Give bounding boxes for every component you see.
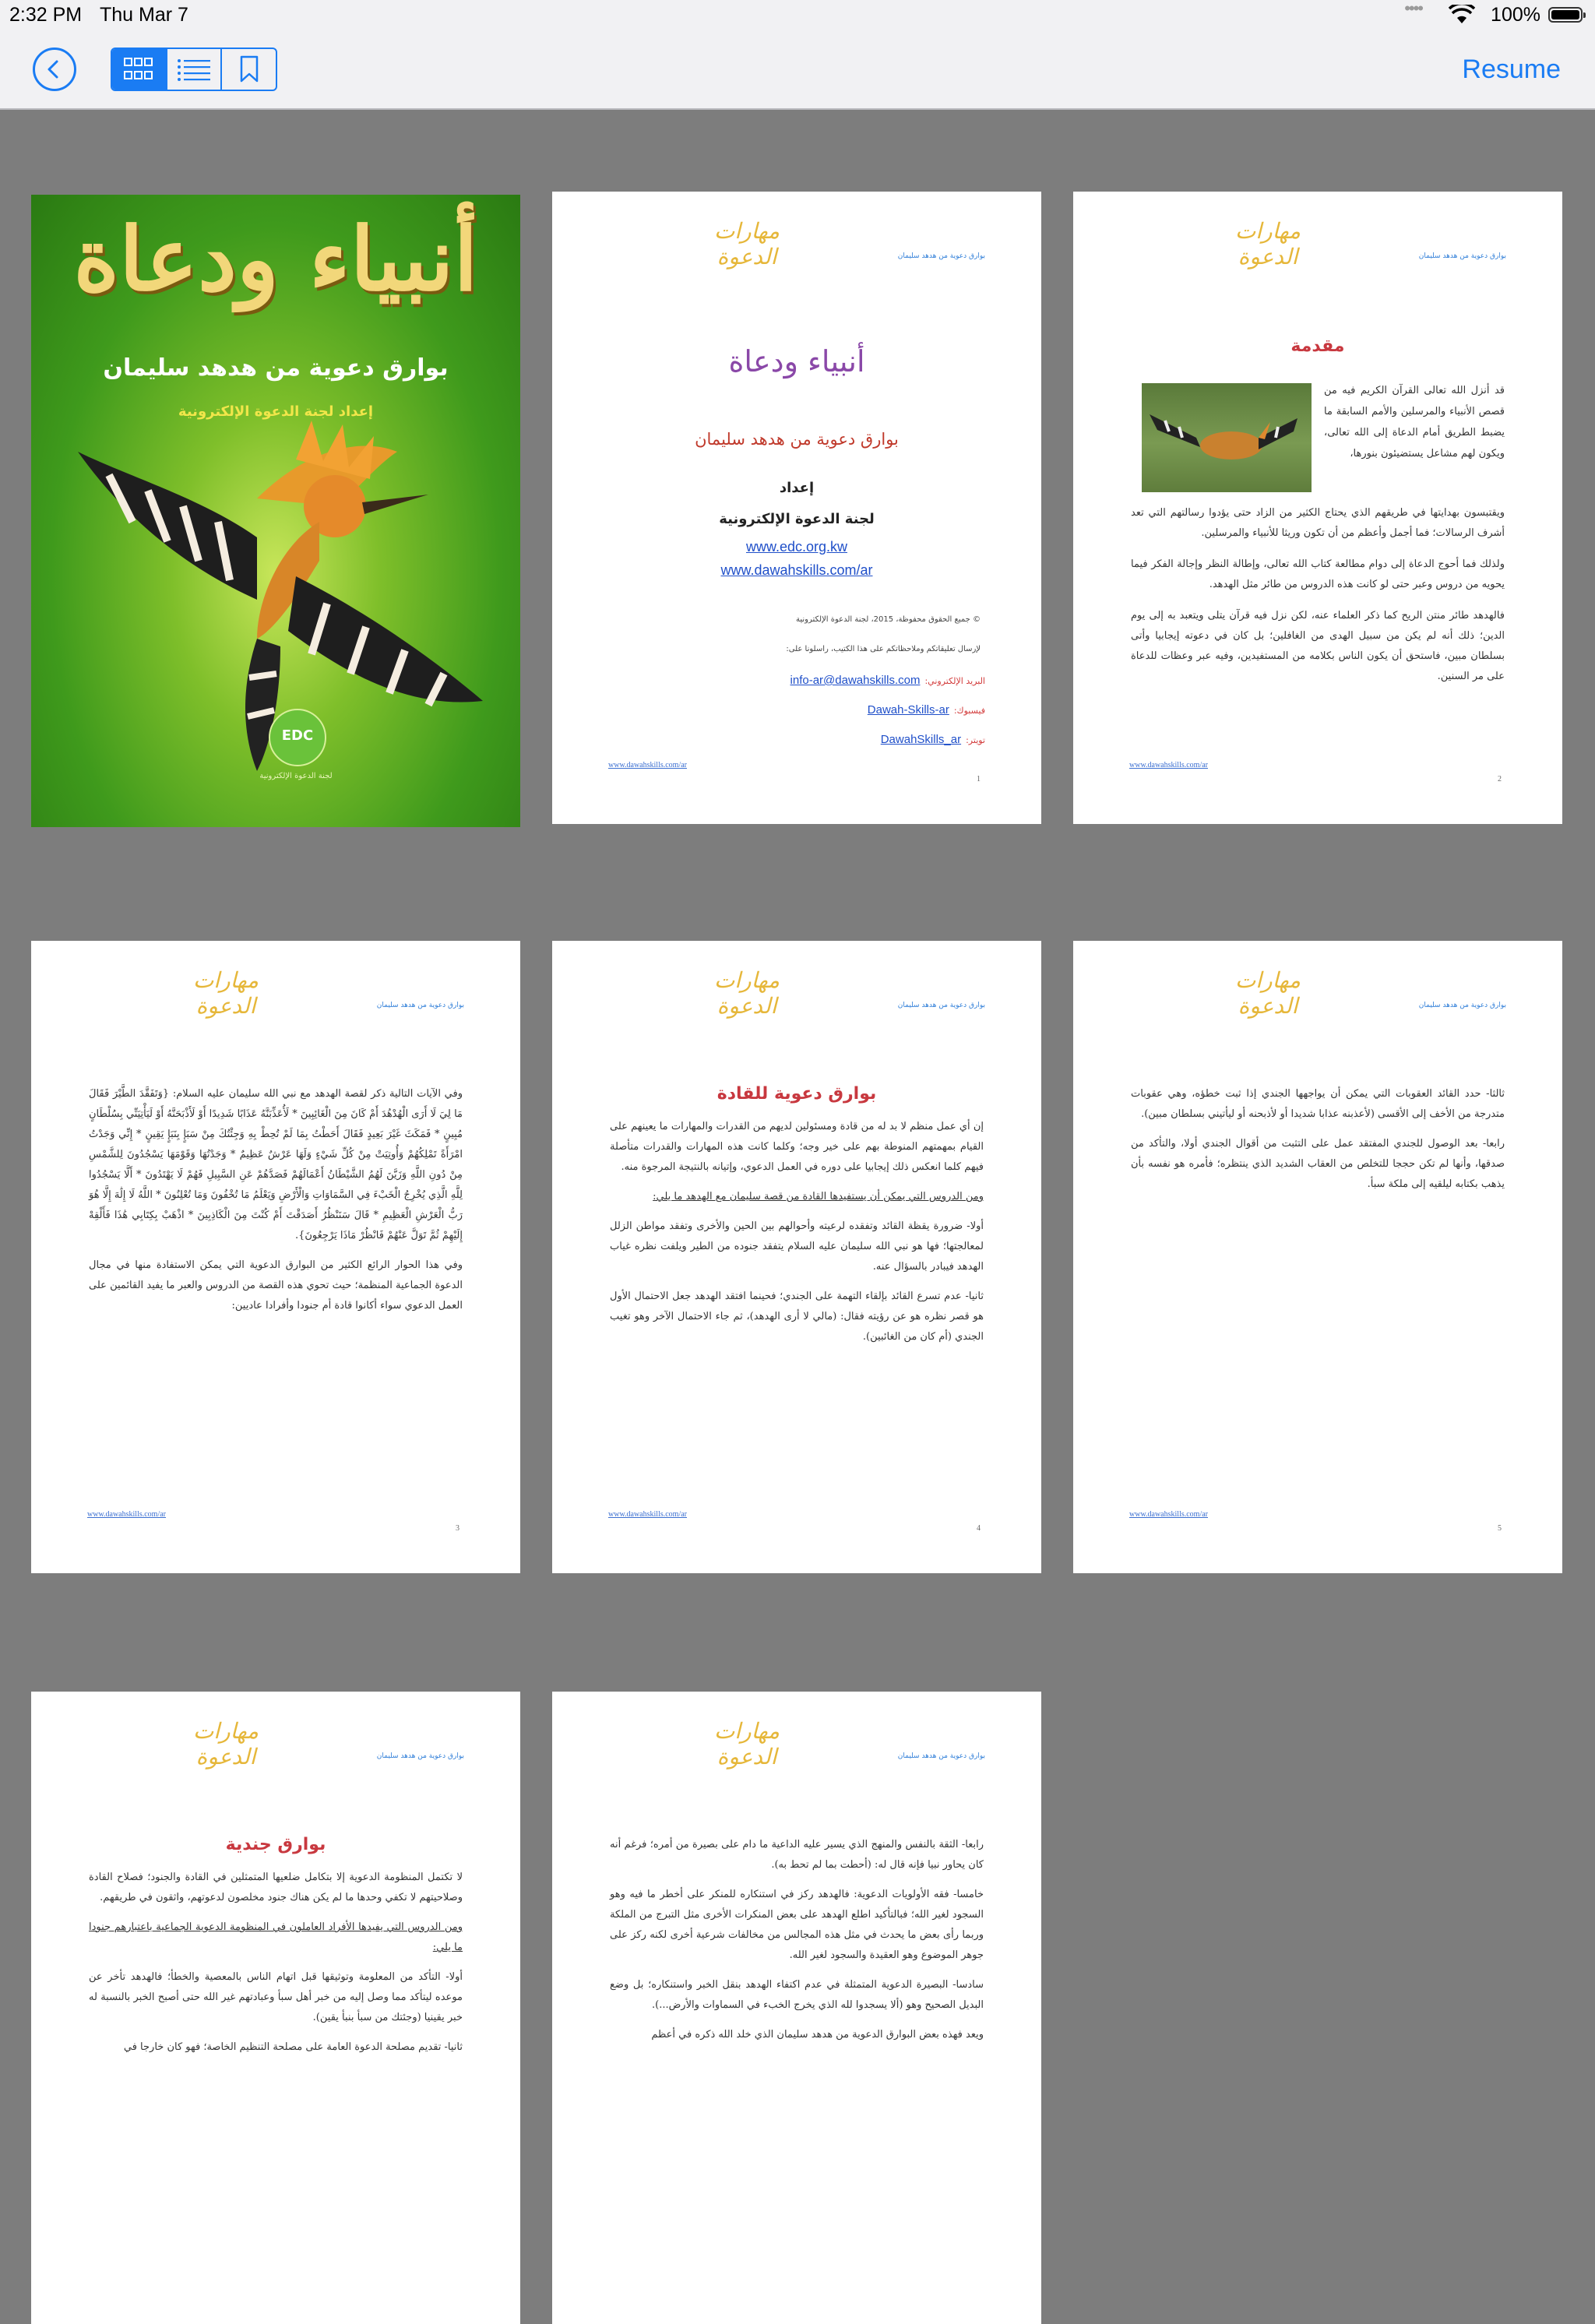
- contact-twitter: تويتر:DawahSkills_ar: [880, 733, 985, 746]
- status-time: 2:32 PM: [9, 4, 83, 26]
- page-thumbnail-1[interactable]: [552, 192, 1041, 824]
- header-book-title: بوارق دعوية من هدهد سليمان: [1418, 252, 1506, 260]
- organization-name: لجنة الدعوة الإلكترونية: [719, 511, 875, 527]
- cover-byline: إعداد لجنة الدعوة الإلكترونية: [178, 403, 374, 420]
- footer-url: www.dawahskills.com/ar: [1129, 1510, 1208, 1519]
- section-title: بوارق دعوية للقادة: [717, 1084, 877, 1104]
- page-number: 5: [1498, 1524, 1502, 1533]
- page-number: 2: [1498, 775, 1502, 783]
- bookmark-icon: [239, 55, 259, 83]
- page-number: 3: [456, 1524, 459, 1533]
- page-thumbnail-3[interactable]: [31, 941, 520, 1573]
- contact-email: البريد الإلكتروني:info-ar@dawahskills.com: [790, 674, 985, 687]
- header-logo: مهارات الدعوة: [713, 1718, 780, 1769]
- header-book-title: بوارق دعوية من هدهد سليمان: [897, 1002, 985, 1009]
- top-toolbar: [0, 0, 1595, 110]
- page-body: وفي الآيات التالية ذكر لقصة الهدهد مع نبي الله سليمان عليه السلام: {وَتَفَقَّدَ الطَّيْرَ فَقَالَ مَا لِيَ لَا أَرَى الْهُدْهُدَ أَمْ كَانَ مِنَ الْغَائِبِينَ * لَأُعَذِّبَنَّهُ عَذَابًا شَدِيدًا أَوْ لَأَذْبَحَنَّهُ أَوْ لَيَأْتِيَنِّي بِسُلْطَانٍ مُبِينٍ * فَمَكَثَ غَيْرَ بَعِيدٍ فَقَالَ أَحَطْتُ بِمَا لَمْ تُحِطْ بِهِ وَجِئْتُكَ مِنْ سَبَإٍ بِنَبَإٍ يَقِينٍ * إِنِّي وَجَدْتُ امْرَأَةً تَمْلِكُهُمْ وَأُوتِيَتْ مِنْ كُلِّ شَيْءٍ وَلَهَا عَرْشٌ عَظِيمٌ * وَجَدْتُهَا وَقَوْمَهَا يَسْجُدُونَ لِلشَّمْسِ مِنْ دُونِ اللَّهِ وَزَيَّنَ لَهُمُ الشَّيْطَانُ أَعْمَالَهُمْ فَصَدَّهُمْ عَنِ السَّبِيلِ فَهُمْ لَا يَهْتَدُونَ * أَلَّا يَسْجُدُوا لِلَّهِ الَّذِي يُخْرِجُ الْخَبْءَ فِي السَّمَاوَاتِ وَالْأَرْضِ وَيَعْلَمُ مَا تُخْفُونَ وَمَا تُعْلِنُونَ * اللَّهُ لَا إِلَٰهَ إِلَّا هُوَ رَبُّ الْعَرْشِ الْعَظِيمِ * قَالَ سَنَنْظُرُ أَصَدَقْتَ أَمْ كُنْتَ مِنَ الْكَاذِبِينَ * اذْهَبْ بِكِتَابِي هَٰذَا فَأَلْقِهْ إِلَيْهِمْ ثُمَّ تَوَلَّ عَنْهُمْ فَانْظُرْ مَاذَا يَرْجِعُونَ}. وفي هذا الحوار الرائع الكثير من البوارق الدعوية التي يمكن الاستفادة منها في مجال الدعوة الجماعية المنظمة؛ حيث تحوي هذه القصة من الدروس والعبر ما يفيد القائمين على العمل الدعوي سواء أكانوا قادة أم جنودا وأفرادا عاديين:: [89, 1088, 463, 1312]
- website-link[interactable]: www.dawahskills.com/ar: [720, 562, 873, 578]
- logo-caption: لجنة الدعوة الإلكترونية: [259, 772, 333, 780]
- battery-percent: 100%: [1491, 4, 1540, 26]
- header-logo: مهارات الدعوة: [192, 1718, 259, 1769]
- page-thumbnail-7[interactable]: [552, 1692, 1041, 2324]
- bookmarks-view-button[interactable]: [222, 49, 276, 90]
- page-title: أنبياء ودعاة: [728, 344, 865, 379]
- battery-icon: [1548, 7, 1583, 23]
- header-book-title: بوارق دعوية من هدهد سليمان: [376, 1752, 464, 1760]
- website-link[interactable]: www.edc.org.kw: [745, 539, 848, 555]
- status-date: Thu Mar 7: [100, 4, 188, 26]
- cover-subtitle: بوارق دعوية من هدهد سليمان: [103, 354, 449, 382]
- footer-url: www.dawahskills.com/ar: [87, 1510, 166, 1519]
- header-book-title: بوارق دعوية من هدهد سليمان: [897, 1752, 985, 1760]
- page-thumbnail-cover[interactable]: [31, 195, 520, 827]
- resume-button[interactable]: Resume: [1462, 55, 1561, 84]
- header-logo: مهارات الدعوة: [713, 218, 780, 269]
- section-title: بوارق جندية: [225, 1835, 326, 1854]
- chevron-left-icon: [44, 59, 65, 79]
- wifi-icon: [1449, 5, 1475, 25]
- page-thumbnail-5[interactable]: [1073, 941, 1562, 1573]
- cover-title: أنبياء ودعاة: [73, 209, 478, 311]
- contact-facebook: فيسبوك:Dawah-Skills-ar: [867, 703, 985, 717]
- intro-body: ويقتبسون بهدايتها في طريقهم الذي يحتاج الكثير من الزاد حتى يؤدوا رسالتهم التي تعد أشرف الرسالات؛ فما أجمل وأعظم من أن تكون وريثا للأنبياء والمرسلين. ولذلك فما أحوج الدعاة إلى دوام مطالعة كتاب الله تعالى، وإطالة النظر وإجالة الفكر فيما يحويه من دروس وعبر حتى لو كانت هذه الدروس من طائر مثل الهدهد. فالهدهد طائر منتن الريح كما ذكر العلماء عنه، لكن نزل فيه قرآن يتلى ويتعبد به إلى يوم الدين؛ ذلك أنه لم يكن من سبيل الهدى من الغافلين؛ بل كان في دعوته إيجابيا وأتى بسلطان مبين، فاستحق أن يكون الناس بكلامه من المستفيدين، وفيه عبر وعظات للدعاة على مر السنين.: [1131, 507, 1505, 682]
- status-bar: [0, 0, 1595, 31]
- back-button[interactable]: [33, 48, 76, 91]
- page-number: 4: [977, 1524, 981, 1533]
- grid-icon: [123, 57, 154, 82]
- prepared-by-label: إعداد: [779, 480, 815, 496]
- page-body: لا تكتمل المنظومة الدعوية إلا بتكامل ضلعيها المتمثلين في القادة والجنود؛ فصلاح القادة وصلاحيتهم لا تكفي وحدها ما لم يكن هناك جنود مخلصون لدعوتهم، واثقون في طريقهم. ومن الدروس التي يفيدها الأفراد العاملون في المنظومة الدعوية الجماعية باعتبارهم جنودا ما يلي: أولا- التأكد من المعلومة وتوثيقها قبل اتهام الناس بالمعصية والخطأ؛ فالهدهد تأخر عن موعده ليتأكد مما وصل إليه من خبر أهل سبأ وعبادتهم غير الله حتى أصبح الخبر بالنسبة له خبر يقينيا (وجئتك من سبأ بنبأ يقين). ثانيا- تقديم مصلحة الدعوة العامة على مصلحة التنظيم الخاصة؛ فهو كان خارجا في: [89, 1872, 463, 2053]
- footer-url: www.dawahskills.com/ar: [1129, 761, 1208, 769]
- page-body: إن أي عمل منظم لا بد له من قادة ومسئولين لديهم من القدرات والمهارات ما يعينهم على القيام بمهمتهم المنوطة بهم على خير وجه؛ وكلما كانت هذه المهارات والقدرات متأصلة فيهم كلما انعكس ذلك إيجابيا على دوره في العمل الدعوي، وإتيانه بالنتيجة المرجوة منه. ومن الدروس التي يمكن أن يستفيدها القادة من قصة سليمان مع الهدهد ما يلي: أولا- ضرورة يقظة القائد وتفقده لرعيته وأحوالهم بين الحين والأخرى وتفقد مواطن الزلل لمعالجتها؛ فها هو نبي الله سليمان عليه السلام يتفقد جنوده من الطير ويلفت نظره غياب الهدهد فيبادر بالسؤال عنه. ثانيا- عدم تسرع القائد بإلقاء التهمة على الجندي؛ فحينما افتقد الهدهد جعل الاحتمال الأول هو قصر نظره هو عن رؤيته فقال: (مالي لا أرى الهدهد)، ثم جاء الاحتمال الآخر وهو تغيب الجندي (أم كان من الغائبين).: [610, 1121, 984, 1343]
- footer-url: www.dawahskills.com/ar: [608, 1510, 687, 1519]
- header-logo: مهارات الدعوة: [1234, 967, 1301, 1019]
- signal-dots-icon: ••••: [1404, 0, 1422, 18]
- hoopoe-photo: [1142, 383, 1312, 492]
- page-number: 1: [977, 775, 981, 783]
- feedback-text: لإرسال تعليقاتكم وملاحظاتكم على هذا الكتيب، راسلونا على:: [786, 645, 981, 653]
- footer-url: www.dawahskills.com/ar: [608, 761, 687, 769]
- header-logo: مهارات الدعوة: [713, 967, 780, 1019]
- grid-view-button[interactable]: [112, 49, 167, 90]
- list-view-button[interactable]: [167, 49, 223, 90]
- header-logo: مهارات الدعوة: [192, 967, 259, 1019]
- section-title: مقدمة: [1290, 336, 1345, 356]
- intro-paragraph: قد أنزل الله تعالى القرآن الكريم فيه من قصص الأنبياء والمرسلين والأمم السابقة ما يضبط الطريق أمام الدعاة إلى الله تعالى، ويكون لهم مشاعل يستضيئون بنورها،: [1324, 385, 1505, 460]
- page-thumbnail-4[interactable]: [552, 941, 1041, 1573]
- header-logo: مهارات الدعوة: [1234, 218, 1301, 269]
- view-mode-segmented-control: [111, 48, 277, 91]
- page-body: رابعا- الثقة بالنفس والمنهج الذي يسير عليه الداعية ما دام على بصيرة من أمره؛ فرغم أنه كان يحاور نبيا فإنه قال له: (أحطت بما لم تحط به). خامسا- فقه الأولويات الدعوية: فالهدهد ركز في استنكاره للمنكر على أخطر ما فيه وهو السجود لغير الله؛ فبالتأكيد اطلع الهدهد على بعض المنكرات الأخرى مثل التبرج من الملكة وربما رأى بعض ما يحدث في مثل هذه المجالس من مخالفات شرعية أخرى لكنه ركز على جوهر الموضوع وهو العقيدة والسجود لغير الله. سادسا- البصيرة الدعوية المتمثلة في عدم اكتفاء الهدهد بنقل الخبر واستنكاره؛ بل وضع البديل الصحيح وهو (ألا يسجدوا لله الذي يخرج الخبء في السماوات والأرض...). ويعد فهذه بعض البوارق الدعوية من هدهد سليمان الذي خلد الله ذكره في أعظم: [610, 1839, 984, 2041]
- edc-logo: EDC: [269, 709, 326, 766]
- page-thumbnail-2[interactable]: [1073, 192, 1562, 824]
- list-icon: [176, 58, 212, 81]
- header-book-title: بوارق دعوية من هدهد سليمان: [376, 1002, 464, 1009]
- page-thumbnail-6[interactable]: [31, 1692, 520, 2324]
- copyright-text: © جميع الحقوق محفوظة، 2015، لجنة الدعوة الإلكترونية: [796, 615, 981, 624]
- header-book-title: بوارق دعوية من هدهد سليمان: [1418, 1002, 1506, 1009]
- page-body: ثالثا- حدد القائد العقوبات التي يمكن أن يواجهها الجندي إذا ثبت خطؤه، وهي عقوبات متدرجة من الأخف إلى الأقسى (لأعذبنه عذابا شديدا أو لأذبحنه أو ليأتيني بسلطان مبين). رابعا- بعد الوصول للجندي المفتقد عمل على التثبت من أقوال الجندي أولا، والتأكد من صدقها، وأنها لم تكن حججا للتخلص من العقاب الشديد الذي ينتظره؛ فأمره هو نفسه بأن يذهب بكتابه ليلقيه إلى ملكة سبأ.: [1131, 1088, 1505, 1190]
- header-book-title: بوارق دعوية من هدهد سليمان: [897, 252, 985, 260]
- page-subtitle: بوارق دعوية من هدهد سليمان: [695, 430, 899, 449]
